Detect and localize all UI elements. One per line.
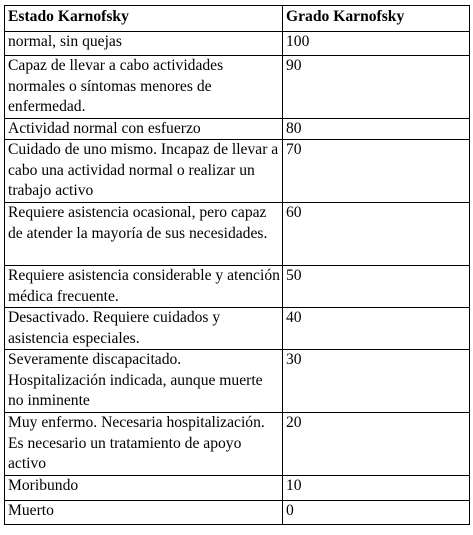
grado-cell: 90 (283, 56, 470, 119)
grado-cell: 10 (283, 476, 470, 501)
table-row (5, 476, 470, 501)
table-row (5, 32, 470, 56)
table-row (5, 203, 470, 266)
estado-cell: Actividad normal con esfuerzo (5, 118, 283, 140)
header-estado: Estado Karnofsky (5, 6, 283, 32)
grado-cell: 20 (283, 413, 470, 476)
grado-cell: 30 (283, 350, 470, 413)
table-row (5, 308, 470, 350)
estado-cell: Muy enfermo. Necesaria hospitalización. Es necesario un tratamiento de apoyo activo (5, 413, 283, 476)
estado-cell: Severamente discapacitado. Hospitalización indicada, aunque muerte no inminente (5, 350, 283, 413)
estado-cell: Requiere asistencia considerable y atención médica frecuente. (5, 266, 283, 308)
grado-cell: 40 (283, 308, 470, 350)
grado-cell: 80 (283, 118, 470, 140)
grado-cell: 50 (283, 266, 470, 308)
table-row (5, 266, 470, 308)
table-row (5, 501, 470, 525)
grado-cell: 100 (283, 32, 470, 56)
estado-cell: Capaz de llevar a cabo actividades normales o síntomas menores de enfermedad. (5, 56, 283, 119)
estado-cell: Requiere asistencia ocasional, pero capaz de atender la mayoría de sus necesidades. (5, 203, 283, 266)
table-row (5, 350, 470, 413)
header-grado: Grado Karnofsky (283, 6, 470, 32)
estado-cell: Moribundo (5, 476, 283, 501)
grado-cell: 70 (283, 140, 470, 203)
estado-cell: Desactivado. Requiere cuidados y asistencia especiales. (5, 308, 283, 350)
estado-cell: normal, sin quejas (5, 32, 283, 56)
karnofsky-table (4, 5, 470, 525)
estado-cell: Muerto (5, 501, 283, 525)
table-row (5, 413, 470, 476)
grado-cell: 60 (283, 203, 470, 266)
table-header-row (5, 6, 470, 32)
grado-cell: 0 (283, 501, 470, 525)
table-row (5, 56, 470, 119)
table-row (5, 118, 470, 140)
table-row (5, 140, 470, 203)
estado-cell: Cuidado de uno mismo. Incapaz de llevar a cabo una actividad normal o realizar un trabajo activo (5, 140, 283, 203)
